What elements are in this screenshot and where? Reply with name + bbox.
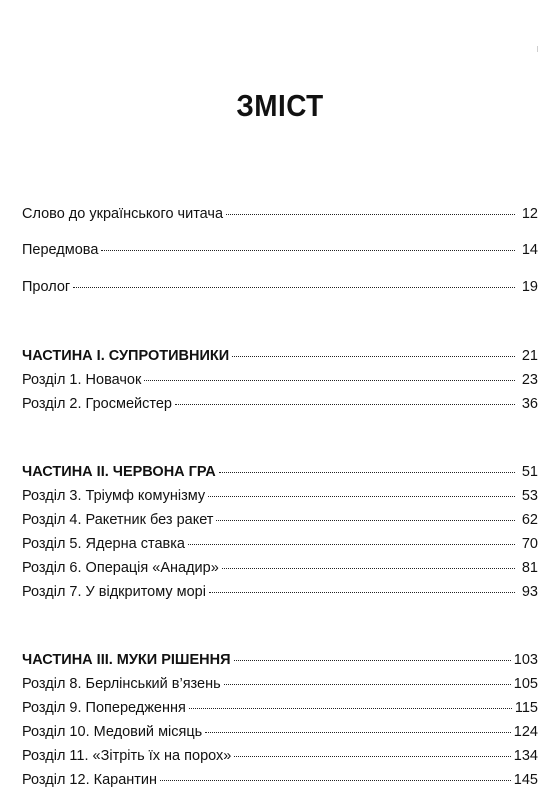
dot-leader <box>226 214 515 215</box>
toc-entry-page: 81 <box>521 560 538 576</box>
toc-entry-page: 134 <box>513 748 538 764</box>
toc-entry-page: 19 <box>521 279 538 295</box>
dot-leader <box>160 780 511 781</box>
dot-leader <box>216 520 515 521</box>
toc-chapter-5 <box>22 533 538 555</box>
toc-part-label: ЧАСТИНА ІІІ. МУКИ РІШЕННЯ <box>22 652 231 668</box>
toc-entry-page: 51 <box>521 464 538 480</box>
page-title: ЗМІСТ <box>236 88 324 123</box>
toc-entry-page: 103 <box>513 652 538 668</box>
dot-leader <box>219 472 515 473</box>
toc-entry-label: Розділ 12. Карантин <box>22 772 158 788</box>
toc-entry-label: Розділ 6. Операція «Анадир» <box>22 560 219 576</box>
dot-leader <box>144 380 515 381</box>
toc-entry-label: Розділ 11. «Зітріть їх на порох» <box>22 748 232 764</box>
toc-entry-label: Розділ 7. У відкритому морі <box>22 584 206 600</box>
dot-leader <box>208 496 515 497</box>
toc-entry-label: Розділ 8. Берлінський в’язень <box>22 676 221 692</box>
toc-entry-page: 53 <box>521 488 538 504</box>
toc-chapter-6 <box>22 557 538 579</box>
toc-entry-preface <box>22 239 538 261</box>
toc-entry-page: 115 <box>514 700 538 716</box>
dot-leader <box>175 404 515 405</box>
dot-leader <box>234 756 510 757</box>
toc-entry-page: 124 <box>513 724 538 740</box>
toc-entry-page: 36 <box>521 396 538 412</box>
toc-chapter-10 <box>22 721 538 743</box>
toc-entry-page: 21 <box>521 348 538 364</box>
dot-leader <box>205 732 511 733</box>
dot-leader <box>101 250 515 251</box>
toc-chapter-1 <box>22 369 538 391</box>
toc-entry-foreword-ukrainian <box>22 203 538 225</box>
toc-part-2 <box>22 461 538 483</box>
dot-leader <box>73 287 515 288</box>
dot-leader <box>189 708 512 709</box>
toc-entry-page: 145 <box>513 772 538 788</box>
toc-chapter-12 <box>22 769 538 791</box>
toc-part-1 <box>22 345 538 367</box>
toc-chapter-3 <box>22 485 538 507</box>
toc-chapter-4 <box>22 509 538 531</box>
toc-chapter-2 <box>22 393 538 415</box>
toc-chapter-11 <box>22 745 538 767</box>
toc-entry-label: Розділ 1. Новачок <box>22 372 142 388</box>
dot-leader <box>209 592 515 593</box>
toc-entry-page: 12 <box>521 206 538 222</box>
toc-entry-label: Розділ 9. Попередження <box>22 700 186 716</box>
toc-chapter-8 <box>22 673 538 695</box>
toc-entry-label: Пролог <box>22 279 71 295</box>
dot-leader <box>234 660 511 661</box>
toc-entry-label: Розділ 4. Ракетник без ракет <box>22 512 214 528</box>
dot-leader <box>224 684 511 685</box>
dot-leader <box>222 568 515 569</box>
toc-entry-page: 105 <box>513 676 538 692</box>
toc-entry-label: Розділ 2. Гросмейстер <box>22 396 172 412</box>
toc-part-3 <box>22 649 538 671</box>
toc-entry-page: 14 <box>521 242 538 258</box>
toc-part-label: ЧАСТИНА І. СУПРОТИВНИКИ <box>22 348 230 364</box>
dot-leader <box>232 356 515 357</box>
toc-entry-page: 70 <box>521 536 538 552</box>
toc-entry-label: Розділ 3. Тріумф комунізму <box>22 488 206 504</box>
toc-entry-label: Слово до українського читача <box>22 206 224 222</box>
toc-entry-page: 62 <box>521 512 538 528</box>
dot-leader <box>188 544 515 545</box>
toc-entry-page: 93 <box>521 584 538 600</box>
page-edge-mark <box>537 46 538 52</box>
toc-chapter-9 <box>22 697 538 719</box>
toc-entry-page: 23 <box>521 372 538 388</box>
toc-entry-label: Передмова <box>22 242 99 258</box>
toc-chapter-7 <box>22 581 538 603</box>
toc-entry-label: Розділ 5. Ядерна ставка <box>22 536 185 552</box>
toc-part-label: ЧАСТИНА ІІ. ЧЕРВОНА ГРА <box>22 464 216 480</box>
toc-entry-label: Розділ 10. Медовий місяць <box>22 724 203 740</box>
toc-entry-prologue <box>22 276 538 298</box>
